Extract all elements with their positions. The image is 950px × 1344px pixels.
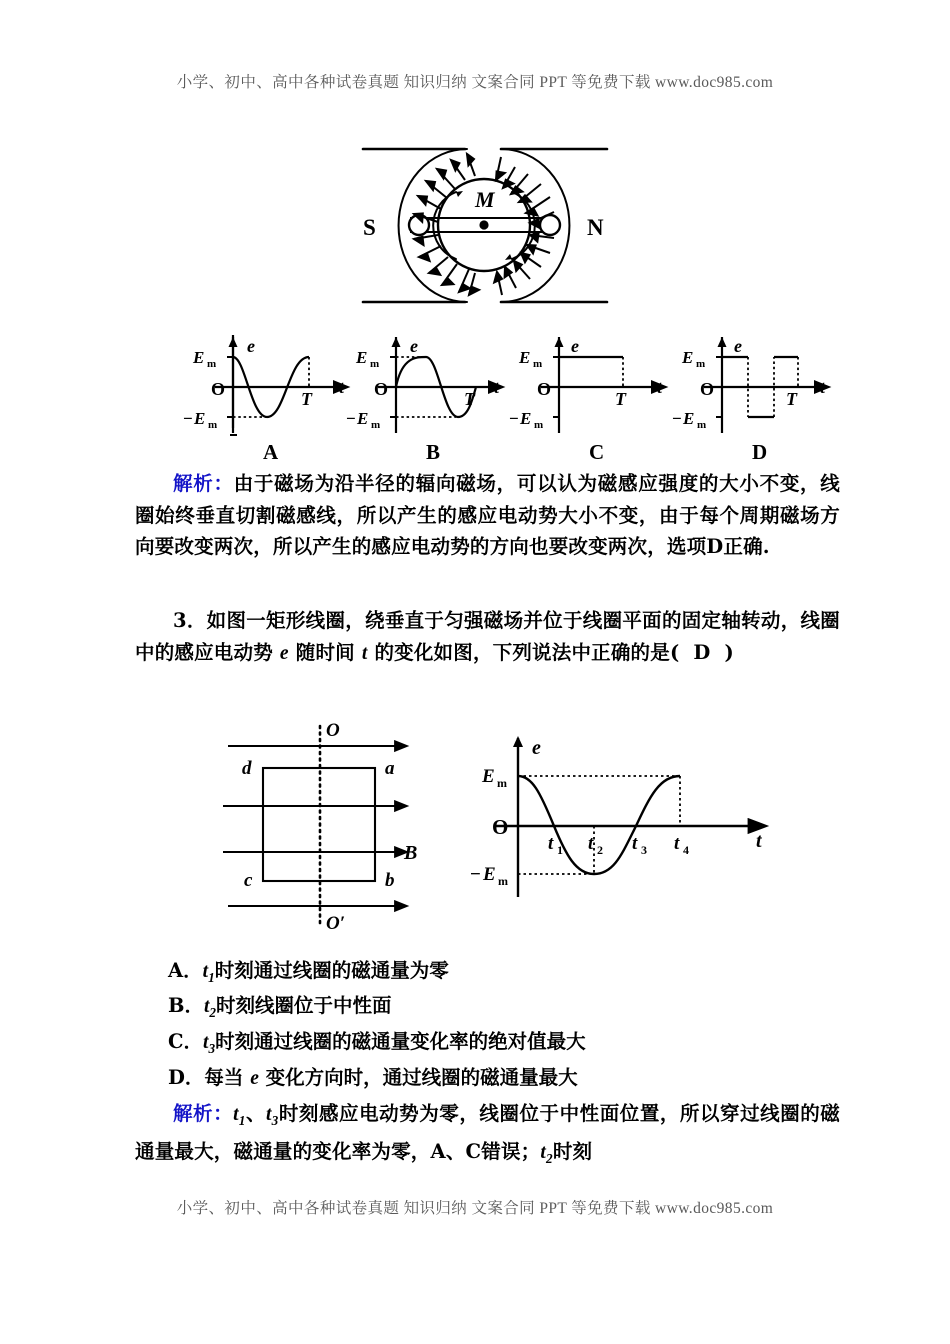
question3-option-c <box>168 1026 848 1064</box>
svg-text:m: m <box>534 419 544 431</box>
field-label-b: B <box>404 842 418 864</box>
svg-text:t: t <box>820 377 826 397</box>
svg-text:e: e <box>247 336 255 356</box>
svg-text:t: t <box>657 377 663 397</box>
svg-text:m: m <box>497 776 507 790</box>
question3-var-e: e <box>279 642 289 664</box>
solution-sep: 、 <box>245 1102 267 1125</box>
svg-text:T: T <box>615 389 626 409</box>
solution-var-t1: $t_1$ <box>233 1104 246 1128</box>
pole-label-s: S <box>363 215 376 240</box>
armature-label-m: M <box>475 187 495 212</box>
solution-var-t3: $t_3$ <box>266 1104 279 1128</box>
svg-text:E: E <box>194 409 206 428</box>
solution-paragraph-q2 <box>135 468 840 563</box>
option-c-var: $t_3$ <box>203 1032 216 1056</box>
option-graph-a <box>183 335 345 464</box>
question3-option-a <box>168 955 848 993</box>
svg-text:O: O <box>374 379 389 399</box>
option-graph-b <box>346 336 500 464</box>
svg-text:−: − <box>346 409 356 428</box>
solution-text-q2: 由于磁场为沿半径的辐向磁场，可以认为磁感应强度的大小不变，线圈始终垂直切割磁感线，所以产生的感应电动势大小不变，由于每个周期磁场方向要改变两次，所以产生的感应电动势的方向也要改变两次，选项D正确. <box>135 472 840 558</box>
solution-paragraph-q3 <box>135 1098 840 1175</box>
solution-text-q3: 时刻感应电动势为零，线圈位于中性面位置，所以穿过线圈的磁通量最大，磁通量的变化率为零，A、C错误； <box>135 1102 841 1164</box>
solution-text-q3-tail: 时刻 <box>552 1140 593 1164</box>
option-d-var: e <box>250 1068 259 1089</box>
rotation-arrow-right <box>505 254 512 260</box>
svg-text:T: T <box>301 389 312 409</box>
rotation-arrow-left <box>456 191 463 197</box>
graph-tick-t4: t <box>674 833 680 854</box>
svg-text:m: m <box>696 358 706 370</box>
option-label-b: B <box>426 440 441 464</box>
question3-stem-part2: 随时间 <box>288 640 362 664</box>
svg-text:m: m <box>207 358 217 370</box>
svg-text:e: e <box>410 336 418 356</box>
svg-text:4: 4 <box>683 843 689 857</box>
svg-text:E: E <box>519 348 531 367</box>
svg-text:T: T <box>786 389 797 409</box>
graph-y-label: e <box>532 737 541 759</box>
question3-stem <box>135 605 840 669</box>
pole-label-n: N <box>587 215 604 240</box>
svg-text:−: − <box>672 409 682 428</box>
question3-number: 3． <box>173 609 207 632</box>
svg-text:t: t <box>494 377 500 397</box>
graph-origin-label: O <box>492 815 509 839</box>
svg-text:E: E <box>356 348 368 367</box>
option-c-text: 时刻通过线圈的磁通量变化率的绝对值最大 <box>215 1030 586 1053</box>
svg-text:E: E <box>357 409 369 428</box>
option-d-text-pre: 每当 <box>204 1066 251 1089</box>
axis-label-o-prime: O′ <box>326 913 346 934</box>
option-a-key: A． <box>168 959 203 982</box>
svg-text:3: 3 <box>641 843 647 857</box>
svg-text:E: E <box>520 409 532 428</box>
graph-min-label: − <box>470 864 481 885</box>
option-label-d: D <box>752 440 768 464</box>
svg-text:−: − <box>509 409 519 428</box>
option-graph-d <box>672 336 826 464</box>
svg-text:O: O <box>211 379 226 399</box>
footer-watermark: 小学、初中、高中各种试卷真题 知识归纳 文案合同 PPT 等免费下载 www.doc985.com <box>176 1200 774 1217</box>
svg-text:m: m <box>370 358 380 370</box>
graph-tick-t3: t <box>632 833 638 854</box>
svg-text:E: E <box>683 409 695 428</box>
svg-text:e: e <box>571 336 579 356</box>
corner-label-d: d <box>242 758 252 779</box>
option-b-key: B． <box>168 994 204 1017</box>
question3-option-d <box>168 1062 848 1094</box>
svg-text:E: E <box>682 348 694 367</box>
question3-var-t: t <box>361 642 368 664</box>
radial-field-figure <box>355 140 615 312</box>
option-b-text: 时刻线圈位于中性面 <box>216 994 392 1017</box>
header-watermark: 小学、初中、高中各种试卷真题 知识归纳 文案合同 PPT 等免费下载 www.doc985.com <box>176 74 774 91</box>
question3-option-b <box>168 990 848 1028</box>
solution-label-q3: 解析： <box>173 1102 234 1125</box>
question3-stem-part4: ) <box>724 640 734 664</box>
graph-tick-t1: t <box>548 833 554 854</box>
graph-max-label: E <box>482 766 495 787</box>
option-label-a: A <box>263 440 279 464</box>
option-b-var: $t_2$ <box>203 996 217 1020</box>
option-d-text: 变化方向时，通过线圈的磁通量最大 <box>258 1066 578 1089</box>
question3-stem-part1: 如图一矩形线圈，绕垂直于匀强磁场并位于线圈平面的固定轴转动，线圈中的感应电动势 <box>135 609 841 664</box>
option-a-text: 时刻通过线圈的磁通量为零 <box>214 959 449 982</box>
svg-text:m: m <box>533 358 543 370</box>
coil-figure <box>198 718 448 933</box>
question3-stem-part3: 的变化如图，下列说法中正确的是( <box>367 640 680 664</box>
svg-text:e: e <box>734 336 742 356</box>
emf-time-graph <box>470 722 780 922</box>
svg-text:E: E <box>483 864 496 885</box>
option-graph-c <box>509 336 663 464</box>
axis-label-o: O <box>326 720 340 741</box>
corner-label-a: a <box>385 758 395 779</box>
svg-text:O: O <box>700 379 715 399</box>
option-label-c: C <box>589 440 605 464</box>
svg-text:2: 2 <box>597 843 603 857</box>
corner-label-c: c <box>244 870 253 891</box>
option-graphs-row <box>175 325 840 465</box>
svg-text:1: 1 <box>557 843 563 857</box>
svg-text:−: − <box>183 409 193 428</box>
option-c-key: C． <box>168 1030 204 1053</box>
svg-text:m: m <box>208 419 218 431</box>
graph-x-label: t <box>756 830 762 852</box>
corner-label-b: b <box>385 870 395 891</box>
svg-text:E: E <box>193 348 205 367</box>
svg-text:O: O <box>537 379 552 399</box>
question3-answer: D <box>693 640 711 664</box>
solution-var-t2: $t_2$ <box>540 1142 553 1167</box>
svg-text:T: T <box>464 389 475 409</box>
center-dot <box>479 220 488 229</box>
graph-tick-t2: t <box>588 833 594 854</box>
option-a-var: $t_1$ <box>202 961 215 985</box>
option-d-key: D． <box>168 1066 205 1089</box>
svg-text:t: t <box>339 377 345 397</box>
solution-label-q2: 解析： <box>173 472 234 495</box>
svg-text:m: m <box>371 419 381 431</box>
svg-text:m: m <box>498 874 508 888</box>
svg-text:m: m <box>697 419 707 431</box>
